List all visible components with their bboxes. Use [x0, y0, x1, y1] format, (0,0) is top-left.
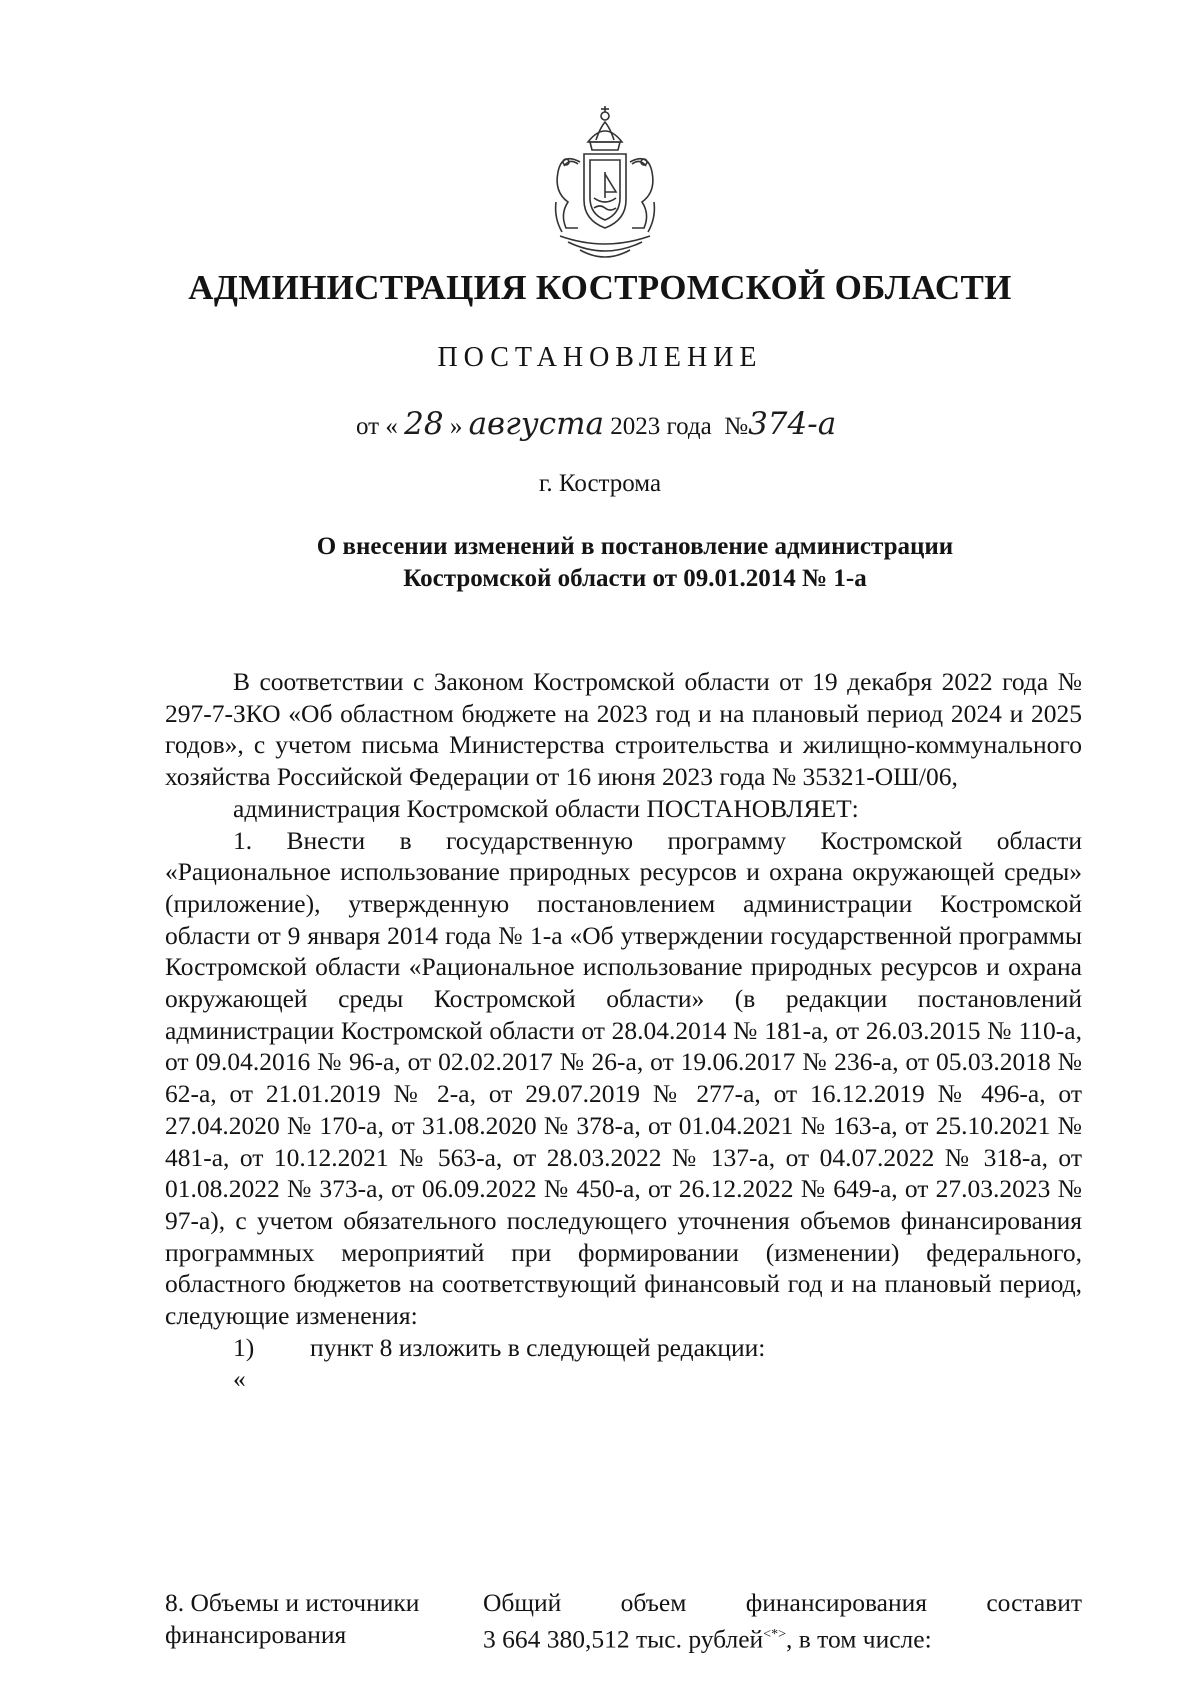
- paragraph-preamble: В соответствии с Законом Костромской области от 19 декабря 2022 года № 297-7-ЗКО «Об областном бюджете на 2023 год и на плановый период 2024 и 2025 годов», с учетом письма Министерства строительства и жилищно-коммунального хозяйства Российской Федерации от 16 июня 2023 года № 35321-ОШ/06,: [165, 667, 1082, 792]
- paragraph-item-1: 1. Внести в государственную программу Костромской области «Рациональное использование природных ресурсов и охрана окружающей среды» (приложение), утвержденную постановлением администрации Костромской области от 9 января 2014 года № 1-а «Об утверждении государственной программы Костромской области «Рациональное использование природных ресурсов и охрана окружающей среды Костромской области» (в редакции постановлений администрации Костромской области от 28.04.2014 № 181-а, от 26.03.2015 № 110-а, от 09.04.2016 № 96-а, от 02.02.2017 № 26-а, от 19.06.2017 № 236-а, от 05.03.2018 № 62-а, от 21.01.2019 № 2-а, от 29.07.2019 № 277-а, от 16.12.2019 № 496-а, от 27.04.2020 № 170-а, от 31.08.2020 № 378-а, от 01.04.2021 № 163-а, от 25.10.2021 № 481-а, от 10.12.2021 № 563-а, от 28.03.2022 № 137-а, от 04.07.2022 № 318-а, от 01.08.2022 № 373-а, от 06.09.2022 № 450-а, от 26.12.2022 № 649-а, от 27.03.2023 № 97-а), с учетом обязательного последующего уточнения объемов финансирования программных мероприятий при формировании (изменении) федерального, областного бюджетов на соответствующий финансовый год и на плановый период, следующие изменения:: [165, 825, 1082, 1331]
- document-body: [165, 666, 1082, 1395]
- date-mid: »: [449, 413, 463, 440]
- paragraph-resolves: администрация Костромской области ПОСТАНОВЛЯЕТ:: [233, 793, 859, 823]
- financing-label-cell: [165, 1587, 475, 1651]
- subject-heading: [250, 531, 1020, 595]
- document-number: 374-а: [748, 406, 837, 442]
- sub-item-1: [165, 1332, 1082, 1364]
- date-day: 28: [404, 406, 444, 442]
- financing-value-cell: [483, 1587, 1082, 1656]
- financing-value-line-2: [483, 1619, 1082, 1656]
- coat-of-arms-emblem: [540, 102, 670, 272]
- sub-item-number: 1): [233, 1332, 255, 1362]
- date-prefix: от «: [356, 413, 398, 440]
- financing-amount: 3 664 380,512 тыс. рублей: [483, 1624, 764, 1654]
- date-month: августа: [468, 406, 604, 442]
- city: г. Кострома: [538, 470, 662, 497]
- financing-label-line-1: 8. Объемы и источники: [165, 1588, 420, 1617]
- financing-value-tail: , в том числе:: [786, 1624, 932, 1654]
- number-prefix: №: [724, 413, 749, 440]
- date-line: [356, 406, 836, 442]
- footnote-marker: <*>: [763, 1627, 786, 1642]
- document-type: ПОСТАНОВЛЕНИЕ: [437, 342, 763, 373]
- subject-line-2: Костромской области от 09.01.2014 № 1-а: [403, 565, 867, 592]
- financing-label-line-2: финансирования: [165, 1620, 347, 1649]
- date-year: 2023 года: [610, 413, 712, 440]
- organization-title: АДМИНИСТРАЦИЯ КОСТРОМСКОЙ ОБЛАСТИ: [188, 268, 1012, 307]
- financing-value-line-1: Общий объем финансирования составит: [483, 1588, 1082, 1617]
- sub-item-text: пункт 8 изложить в следующей редакции:: [310, 1332, 766, 1362]
- subject-line-1: О внесении изменений в постановление администрации: [316, 533, 954, 560]
- open-quote: «: [233, 1364, 246, 1394]
